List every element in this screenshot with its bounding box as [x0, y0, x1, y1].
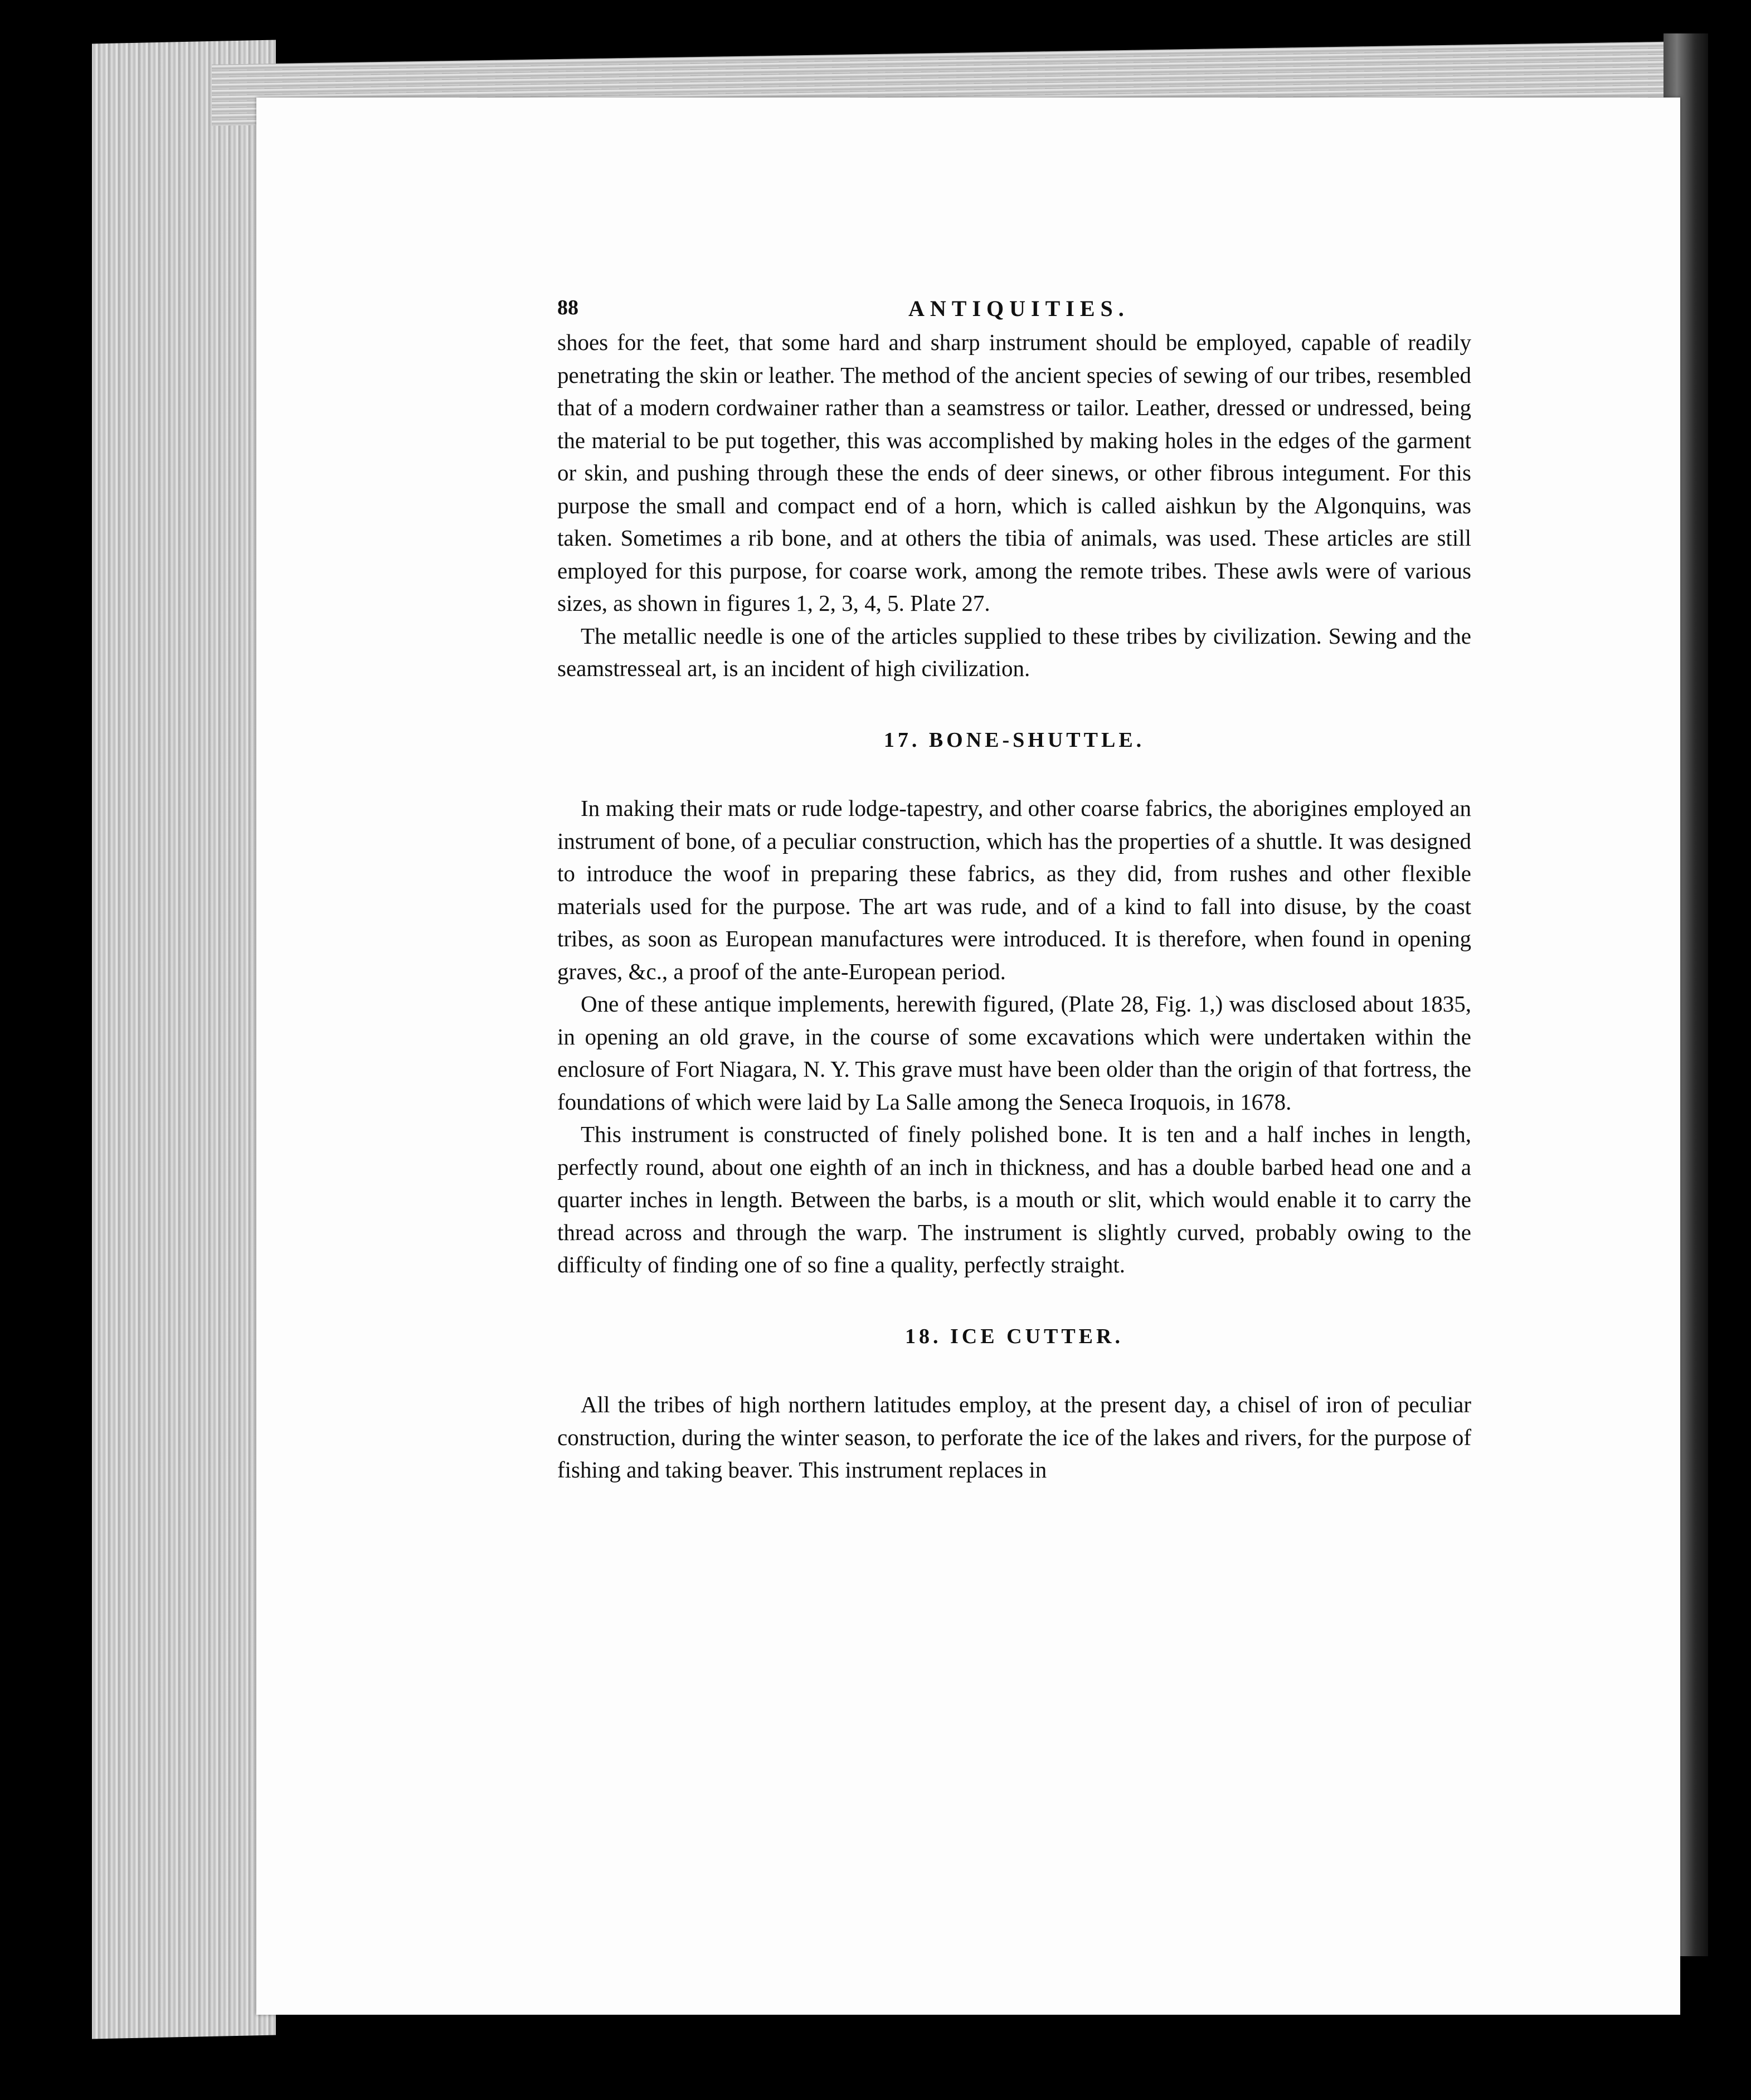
- paragraph: This instrument is constructed of finely polished bone. It is ten and a half inches in length, perfectly round, about one eighth of an inch in thickness, and has a double barbed head one and a quarter inches in length. Between the barbs, is a mouth or slit, which would enable it to carry the thread across and through the warp. The instrument is slightly curved, probably owing to the difficulty of finding one of so fine a quality, perfectly straight.: [557, 1121, 1471, 1277]
- paragraph: shoes for the feet, that some hard and sharp instrument should be employed, capable of readily penetrating the skin or leather. The method of the ancient species of sewing of our tribes, resembled that of a modern cordwainer rather than a seamstress or tailor. Leather, dressed or undressed, being the material to be put together, this was accomplished by making holes in the edges of the garment or skin, and pushing through these the ends of deer sinews, or other fibrous integument. For this purpose the small and compact end of a horn, which is called aishkun by the Algonquins, was taken. Sometimes a rib bone, and at others the tibia of animals, was used. These articles are still employed for this purpose, for coarse work, among the remote tribes. These awls were of various sizes, as shown in figures 1, 2, 3, 4, 5. Plate 27.: [557, 329, 1471, 616]
- page-number: 88: [557, 296, 578, 319]
- section-title: ICE CUTTER.: [950, 1324, 1123, 1348]
- book-page-edges: [92, 40, 276, 2039]
- running-title: ANTIQUITIES.: [908, 296, 1130, 321]
- section-title: BONE-SHUTTLE.: [928, 728, 1145, 752]
- running-head: [557, 295, 1751, 329]
- section-heading-ice-cutter: [557, 1320, 1471, 1353]
- paragraph: One of these antique implements, herewith figured, (Plate 28, Fig. 1,) was disclosed about 1835, in opening an old grave, in the course of some excavations which were undertaken within the enclosure of Fort Niagara, N. Y. This grave must have been older than the origin of that fortress, the foundations of which were laid by La Salle among the Seneca Iroquois, in 1678.: [557, 991, 1471, 1115]
- section-number: 17.: [883, 728, 921, 752]
- paragraph: The metallic needle is one of the articles supplied to these tribes by civilization. Sewing and the seamstresseal art, is an incident of high civilization.: [557, 623, 1471, 681]
- section-number: 18.: [905, 1324, 942, 1348]
- section-heading-bone-shuttle: [557, 724, 1471, 757]
- page-body: [557, 326, 1471, 1486]
- paragraph: All the tribes of high northern latitudes employ, at the present day, a chisel of iron of peculiar construction, during the winter season, to perforate the ice of the lakes and rivers, for the purpose of fishing and taking beaver. This instrument replaces in: [557, 1392, 1471, 1482]
- paragraph: In making their mats or rude lodge-tapestry, and other coarse fabrics, the aborigines employed an instrument of bone, of a peculiar construction, which has the properties of a shuttle. It was designed to introduce the woof in preparing these fabrics, as they did, from rushes and other flexible materials used for the purpose. The art was rude, and of a kind to fall into disuse, by the coast tribes, as soon as European manufactures were introduced. It is therefore, when found in opening graves, &c., a proof of the ante-European period.: [557, 795, 1471, 984]
